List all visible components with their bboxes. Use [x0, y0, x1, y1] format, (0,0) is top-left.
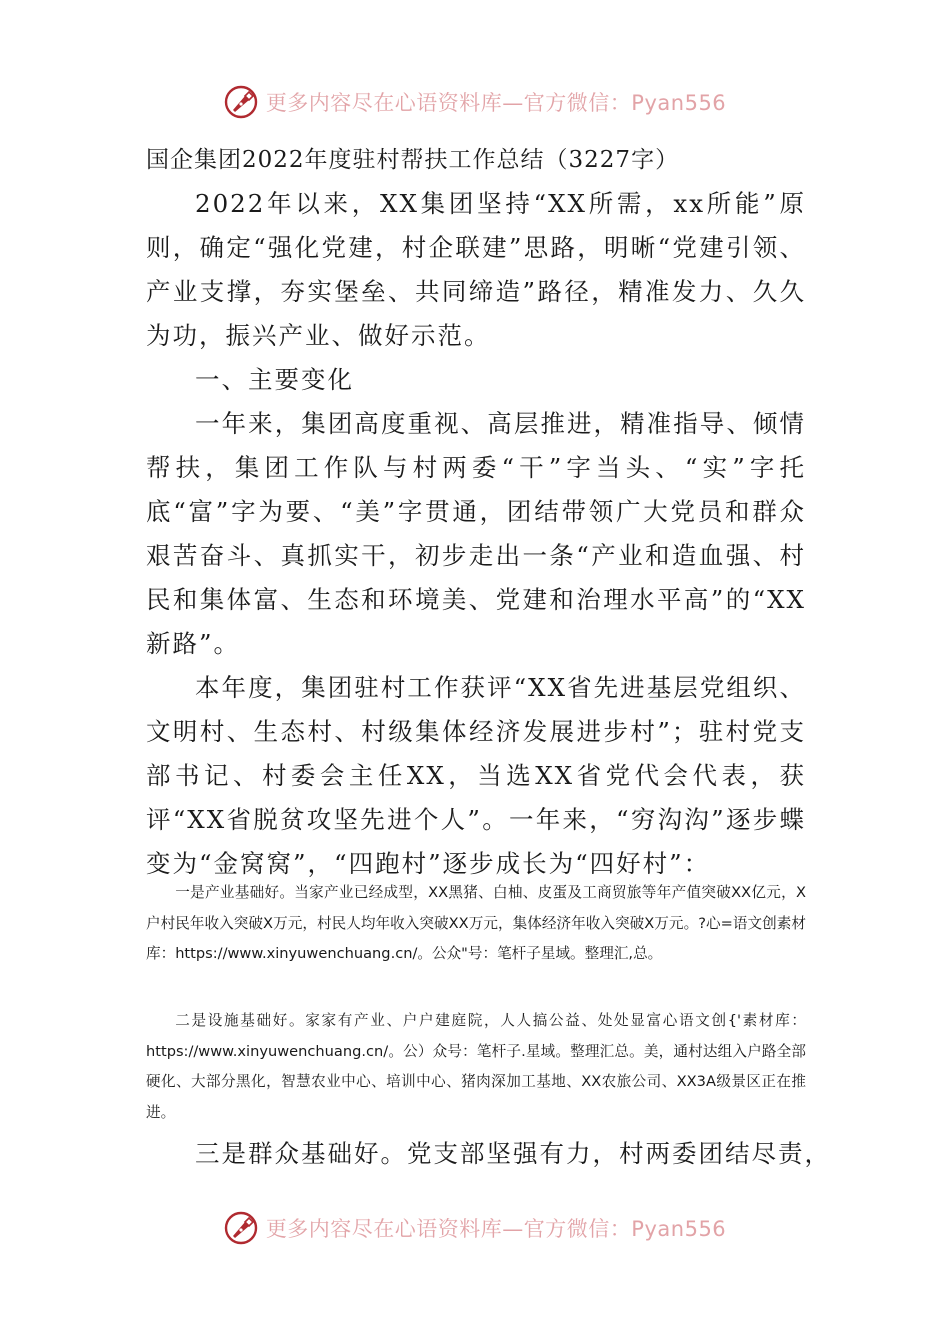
pen-nib-logo-icon — [224, 85, 258, 119]
section-heading: 一、主要变化 — [195, 365, 354, 394]
footer-banner — [0, 1208, 950, 1248]
banner-text: 更多内容尽在心语资料库—官方微信：Pyan556 — [265, 91, 727, 115]
body-paragraph: 本年度，集团驻村工作获评“XX省先进基层党组织、文明村、生态村、村级集体经济发展进步村”；驻村党支部书记、村委会主任XX，当选XX省党代会代表，获评“XX省脱贫攻坚先进个人”。一年来，“穷沟沟”逐步蝶变为“金窝窝”，“四跑村”逐步成长为“四好村”： — [146, 673, 806, 878]
body-paragraph-small: 二是设施基础好。家家有产业、户户建庭院，人人搞公益、处处显富心语文创{'素材库：https://www.xinyuwenchuang.cn/。公）众号：笔杆子.星域。整理汇总。美，通村达组入户路全部硬化、大部分黑化，智慧农业中心、培训中心、猪肉深加工基地、XX农旅公司、XX3A级景区正在推进。 — [146, 1012, 806, 1121]
document-title: 国企集团2022年度驻村帮扶工作总结（3227字） — [146, 147, 680, 173]
banner-text: 更多内容尽在心语资料库—官方微信：Pyan556 — [265, 1217, 727, 1241]
pen-nib-logo-icon — [224, 1211, 258, 1245]
body-paragraph: 三是群众基础好。党支部坚强有力，村两委团结尽责， — [195, 1139, 831, 1168]
header-banner — [0, 82, 950, 122]
intro-paragraph: 2022年以来，XX集团坚持“XX所需，xx所能”原则，确定“强化党建，村企联建”思路，明晰“党建引领、产业支撑，夯实堡垒、共同缔造”路径，精准发力、久久为功，振兴产业、做好示范。 — [146, 189, 806, 350]
body-paragraph: 一年来，集团高度重视、高层推进，精准指导、倾情帮扶，集团工作队与村两委“干”字当头、“实”字托底“富”字为要、“美”字贯通，团结带领广大党员和群众艰苦奋斗、真抓实干，初步走出一条“产业和造血强、村民和集体富、生态和环境美、党建和治理水平高”的“XX新路”。 — [146, 409, 806, 658]
body-paragraph-small: 一是产业基础好。当家产业已经成型，XX黑猪、白柚、皮蛋及工商贸旅等年产值突破XX亿元，X户村民年收入突破X万元，村民人均年收入突破XX万元，集体经济年收入突破X万元。?心=语文创素材库：https://www.xinyuwenchuang.cn/。公众"号：笔杆子星域。整理汇,总。 — [146, 884, 806, 962]
